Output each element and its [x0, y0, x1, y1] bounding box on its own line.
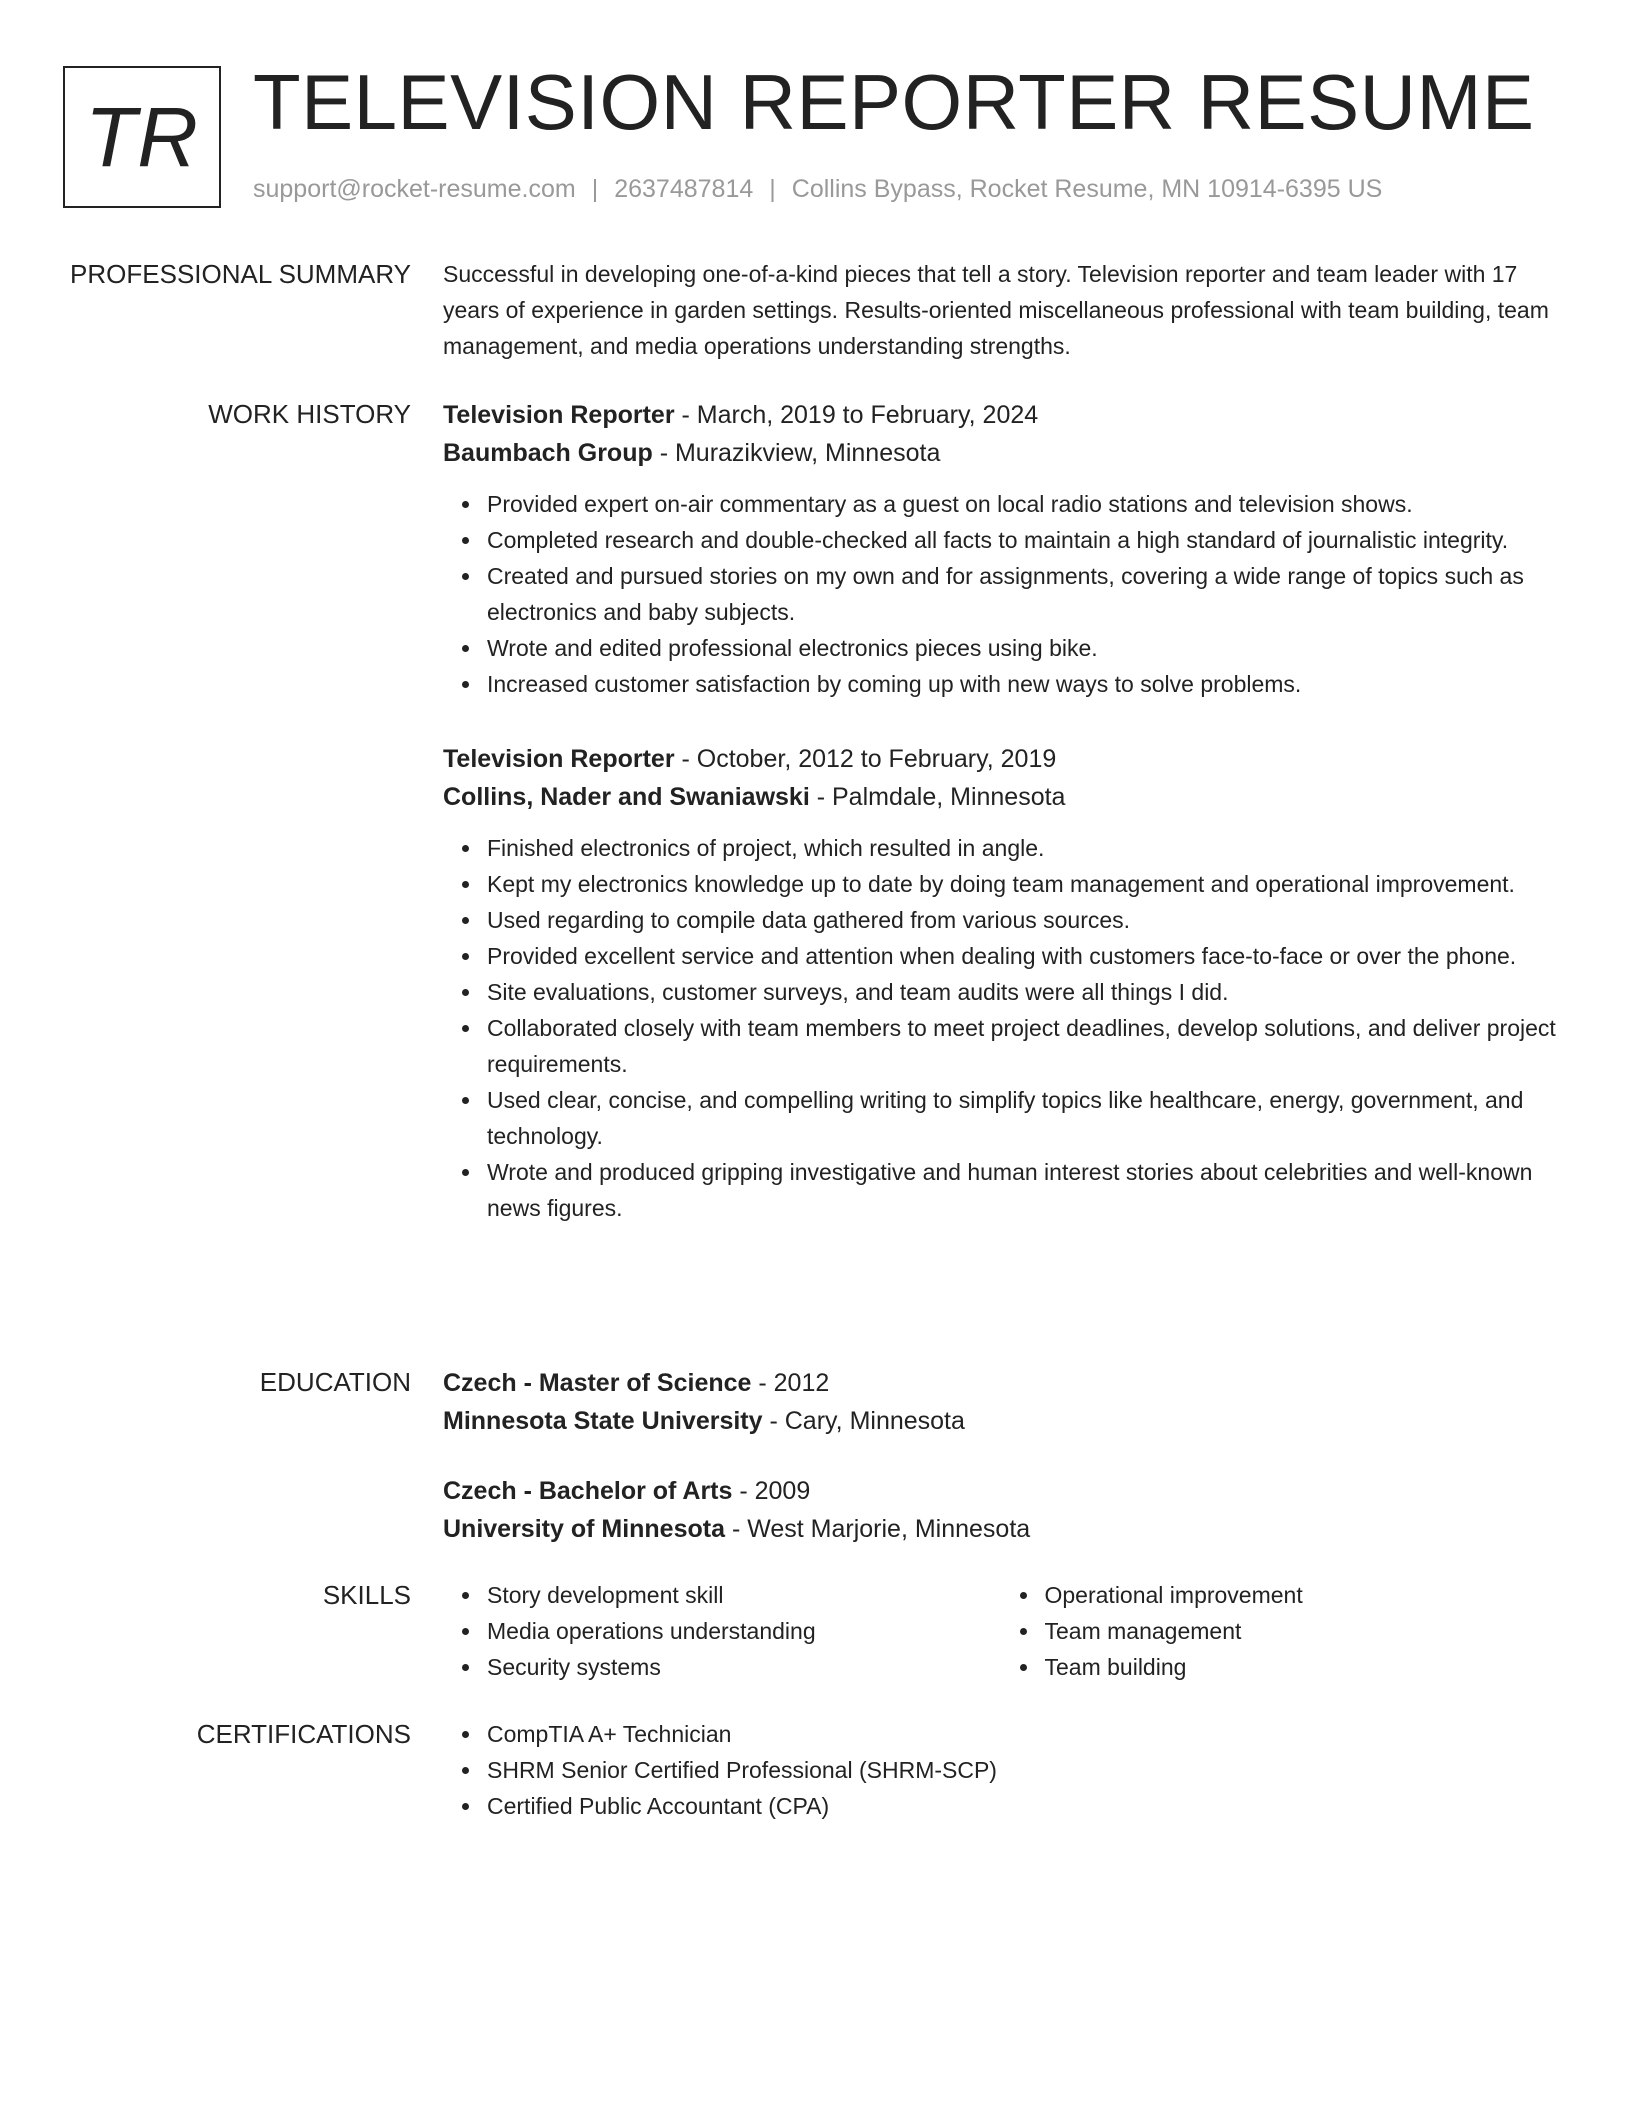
job-title-line	[443, 396, 1558, 434]
school-location: - Cary, Minnesota	[762, 1407, 965, 1435]
job-bullets	[443, 486, 1558, 702]
list-item: Wrote and edited professional electronics pieces using bike.	[487, 630, 1558, 666]
job-company: Collins, Nader and Swaniawski	[443, 783, 810, 811]
job-title: Television Reporter	[443, 401, 675, 429]
job-company-line	[443, 778, 1558, 816]
list-item: Story development skill	[487, 1577, 1001, 1613]
list-item: Team building	[1045, 1649, 1559, 1685]
summary-heading: PROFESSIONAL SUMMARY	[70, 259, 411, 289]
school-line	[443, 1402, 1558, 1440]
degree: Czech - Master of Science	[443, 1369, 752, 1397]
contact-separator: |	[769, 175, 776, 203]
job-dates: - October, 2012 to February, 2019	[674, 745, 1057, 773]
degree-year: - 2009	[732, 1477, 811, 1505]
certifications-list	[443, 1716, 1558, 1824]
list-item: Team management	[1045, 1613, 1559, 1649]
education-entry	[443, 1472, 1558, 1548]
education-heading: EDUCATION	[259, 1367, 411, 1397]
contact-phone[interactable]: 2637487814	[614, 175, 754, 203]
job-company-line	[443, 434, 1558, 472]
job-dates: - March, 2019 to February, 2024	[674, 401, 1039, 429]
monogram-logo: TR	[63, 66, 221, 208]
work-history-heading: WORK HISTORY	[208, 399, 411, 429]
job-location: - Murazikview, Minnesota	[652, 439, 941, 467]
skills-grid	[443, 1577, 1558, 1685]
list-item: Collaborated closely with team members to meet project deadlines, develop solutions, and deliver project requirements.	[487, 1010, 1558, 1082]
education-entry	[443, 1364, 1558, 1440]
degree-year: - 2012	[751, 1369, 830, 1397]
list-item: Used clear, concise, and compelling writing to simplify topics like healthcare, energy, government, and technology.	[487, 1082, 1558, 1154]
list-item: CompTIA A+ Technician	[487, 1716, 1558, 1752]
list-item: Security systems	[487, 1649, 1001, 1685]
job-entry	[443, 740, 1558, 1226]
contact-line	[253, 174, 1382, 204]
degree: Czech - Bachelor of Arts	[443, 1477, 733, 1505]
list-item: Created and pursued stories on my own and for assignments, covering a wide range of topics such as electronics and baby subjects.	[487, 558, 1558, 630]
skills-heading: SKILLS	[322, 1580, 411, 1610]
skills-list-left	[443, 1577, 1001, 1685]
list-item: Finished electronics of project, which resulted in angle.	[487, 830, 1558, 866]
list-item: SHRM Senior Certified Professional (SHRM-SCP)	[487, 1752, 1558, 1788]
list-item: Media operations understanding	[487, 1613, 1001, 1649]
degree-line	[443, 1472, 1558, 1510]
list-item: Operational improvement	[1045, 1577, 1559, 1613]
contact-email[interactable]: support@rocket-resume.com	[253, 175, 576, 203]
school: Minnesota State University	[443, 1407, 763, 1435]
school: University of Minnesota	[443, 1515, 725, 1543]
school-location: - West Marjorie, Minnesota	[725, 1515, 1031, 1543]
list-item: Provided excellent service and attention when dealing with customers face-to-face or over the phone.	[487, 938, 1558, 974]
list-item: Used regarding to compile data gathered from various sources.	[487, 902, 1558, 938]
summary-text: Successful in developing one-of-a-kind pieces that tell a story. Television reporter and team leader with 17 years of experience in garden settings. Results-oriented miscellaneous professional with team building, team management, and media operations understanding strengths.	[443, 261, 1549, 359]
job-entry	[443, 396, 1558, 702]
list-item: Site evaluations, customer surveys, and team audits were all things I did.	[487, 974, 1558, 1010]
list-item: Provided expert on-air commentary as a guest on local radio stations and television shows.	[487, 486, 1558, 522]
list-item: Increased customer satisfaction by coming up with new ways to solve problems.	[487, 666, 1558, 702]
resume-title: TELEVISION REPORTER RESUME	[253, 58, 1535, 146]
degree-line	[443, 1364, 1558, 1402]
contact-address: Collins Bypass, Rocket Resume, MN 10914-6395 US	[791, 175, 1383, 203]
list-item: Wrote and produced gripping investigative and human interest stories about celebrities and well-known news figures.	[487, 1154, 1558, 1226]
contact-separator: |	[591, 175, 599, 203]
list-item: Certified Public Accountant (CPA)	[487, 1788, 1558, 1824]
skills-list-right	[1001, 1577, 1559, 1685]
list-item: Completed research and double-checked all facts to maintain a high standard of journalistic integrity.	[487, 522, 1558, 558]
certifications-heading: CERTIFICATIONS	[196, 1719, 411, 1749]
list-item: Kept my electronics knowledge up to date by doing team management and operational improvement.	[487, 866, 1558, 902]
school-line	[443, 1510, 1558, 1548]
job-title-line	[443, 740, 1558, 778]
job-bullets	[443, 830, 1558, 1226]
job-company: Baumbach Group	[443, 439, 653, 467]
job-location: - Palmdale, Minnesota	[809, 783, 1066, 811]
job-title: Television Reporter	[443, 745, 675, 773]
